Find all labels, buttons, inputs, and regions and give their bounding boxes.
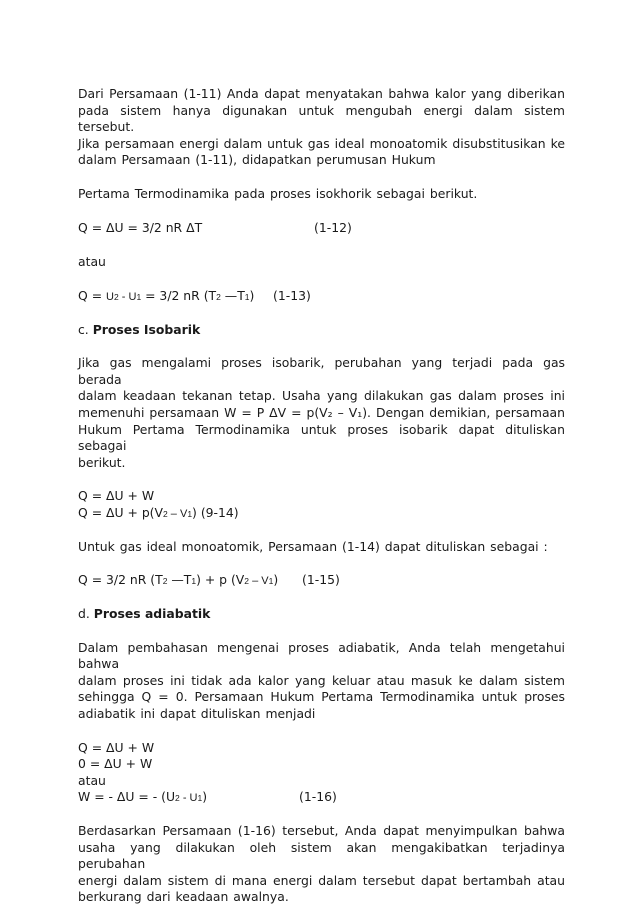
equation-text: Q = 3/2 nR (T2 —T1) + p (V2 – V1) xyxy=(78,572,279,588)
text-line: Untuk gas ideal monoatomik, Persamaan (1-14) dapat dituliskan sebagai : xyxy=(78,538,548,554)
text-line: Jika gas mengalami proses isobarik, perubahan yang terjadi pada gas berada xyxy=(78,355,565,387)
equation-row: Q = ΔU + W xyxy=(78,739,155,755)
equation-row: Q = ΔU + W xyxy=(78,488,155,504)
equation-number: (1-12) xyxy=(314,219,352,235)
equation-number: (1-15) xyxy=(302,572,340,588)
equation-text: Q = U2 - U1 = 3/2 nR (T2 —T1) xyxy=(78,287,255,303)
section-letter: d. xyxy=(78,606,90,622)
text-line: sehingga Q = 0. Persamaan Hukum Pertama Termodinamika untuk proses xyxy=(78,689,565,705)
paragraph-monoatomik xyxy=(78,539,565,556)
text-line: energi dalam sistem di mana energi dalam tersebut dapat bertambah atau xyxy=(78,872,565,888)
equation-row: W = - ΔU = - (U2 - U1) (1-16) xyxy=(78,789,337,805)
paragraph-adiabatik xyxy=(78,640,565,723)
paragraph-intro xyxy=(78,86,565,169)
equation-text: Q = ΔU = 3/2 nR ΔT xyxy=(78,219,203,235)
section-title: Proses Isobarik xyxy=(92,321,201,337)
equation-1-15 xyxy=(78,572,565,589)
text-line: adiabatik ini dapat dituliskan menjadi xyxy=(78,706,316,722)
equation-row: 0 = ΔU + W xyxy=(78,756,153,772)
text-line: dalam keadaan tekanan tetap. Usaha yang dilakukan gas dalam proses ini xyxy=(78,388,565,404)
section-letter: c. xyxy=(78,321,89,337)
paragraph-conclusion xyxy=(78,823,565,906)
text-line: Berdasarkan Persamaan (1-16) tersebut, Anda dapat menyimpulkan bahwa xyxy=(78,823,565,839)
equation-block-isobarik xyxy=(78,488,565,521)
text-line: Jika persamaan energi dalam untuk gas ideal monoatomik disubstitusikan ke xyxy=(78,135,565,151)
text-line: memenuhi persamaan W = P ΔV = p(V₂ – V₁). Dengan demikian, persamaan xyxy=(78,404,565,420)
text-line: dalam proses ini tidak ada kalor yang keluar atau masuk ke dalam sistem xyxy=(78,672,565,688)
text-line: Hukum Pertama Termodinamika untuk proses isobarik dapat dituliskan sebagai xyxy=(78,421,565,454)
text-line: usaha yang dilakukan oleh sistem akan mengakibatkan terjadinya perubahan xyxy=(78,839,565,872)
atau-label xyxy=(78,254,565,271)
paragraph-isokhorik xyxy=(78,186,565,203)
equation-row: atau xyxy=(78,772,106,788)
equation-1-13 xyxy=(78,288,565,305)
text-line: pada sistem hanya digunakan untuk mengubah energi dalam sistem tersebut. xyxy=(78,102,565,135)
document-page xyxy=(78,86,565,923)
equation-row: Q = ΔU + p(V2 – V1) (9-14) xyxy=(78,504,239,520)
connector-text: atau xyxy=(78,253,106,269)
equation-number: (1-16) xyxy=(299,789,337,805)
equation-block-adiabatik xyxy=(78,740,565,806)
equation-number: (1-13) xyxy=(273,287,311,303)
section-heading-isobarik xyxy=(78,322,565,339)
text-line: berkurang dari keadaan awalnya. xyxy=(78,889,289,905)
section-title: Proses adiabatik xyxy=(93,606,211,622)
text-line: Dalam pembahasan mengenai proses adiabatik, Anda telah mengetahui bahwa xyxy=(78,639,565,672)
paragraph-isobarik xyxy=(78,355,565,471)
equation-1-12 xyxy=(78,220,565,237)
text-line: Pertama Termodinamika pada proses isokhorik sebagai berikut. xyxy=(78,185,478,201)
text-line: Dari Persamaan (1-11) Anda dapat menyatakan bahwa kalor yang diberikan xyxy=(78,86,565,101)
text-line: berikut. xyxy=(78,454,126,470)
section-heading-adiabatik xyxy=(78,606,565,623)
text-line: dalam Persamaan (1-11), didapatkan perumusan Hukum xyxy=(78,152,436,168)
